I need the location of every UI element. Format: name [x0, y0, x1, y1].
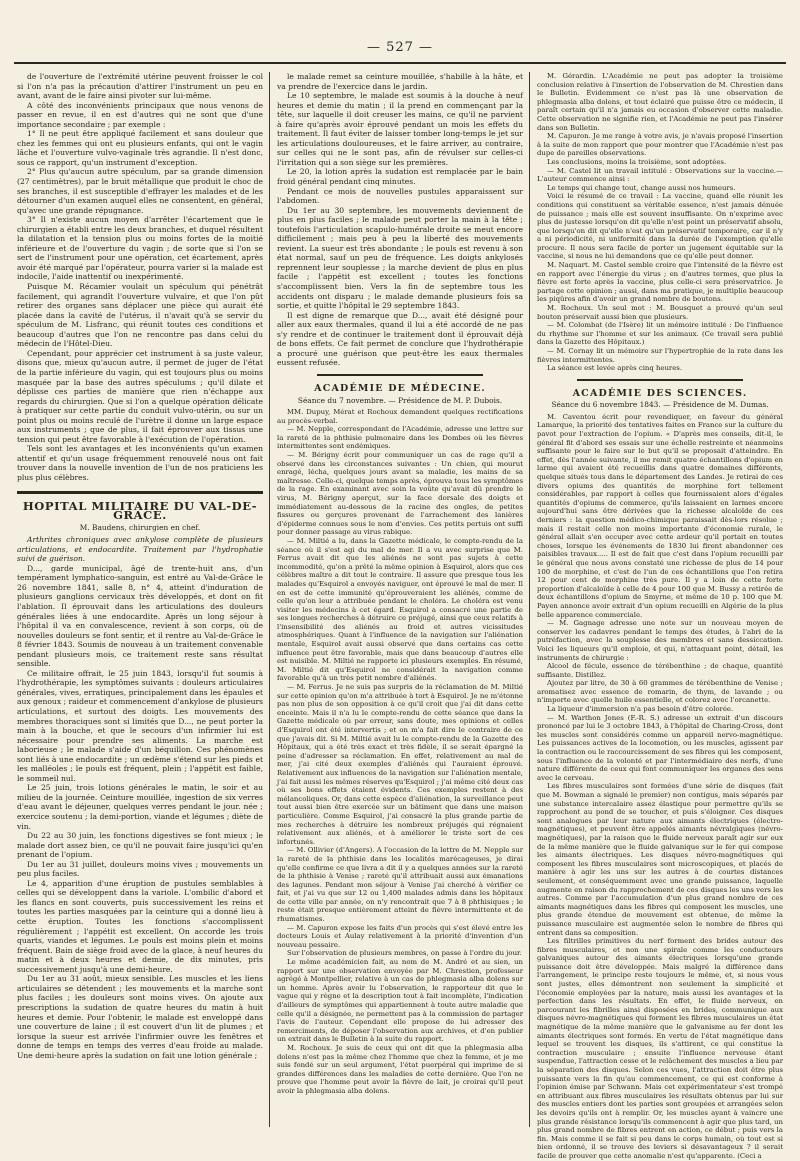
paragraph: M. Caventou écrit pour revendiquer, en faveur du général Lamarque, la priorité des tentatives faites en France sur la culture du pavot pour l'extraction de l'opium. « D'après mes conseils, dit-il, le général fit d'abord ses essais sur une échelle restreinte et néanmoins suffisante pour le faire sur le but qu'il se proposait d'atteindre. En effet, dès l'année suivante, il me remit quatre échantillons d'opium en larme qui avaient été recueillis dans quatre domaines différents, quelque situés tous dans le département des Landes. Je retirai de ces divers opiums des quantités de morphine fort tellement considérables, par rapport à celles que fournissaient alors d'égales quantités d'opiums de commerce, qu'ils laissaient en larmes encore aujourd'hui sans être dérivées que la richesse alcaloïde de ces derniers : la question médico-chimique paraissait dès-lors résolue ; mais il restait celle non moins importante d'économie rurale, le général allait s'en occuper avec cette ardeur qu'il portait en toutes choses, lorsque les événements de 1830 lui firent abandonner ces paisibles travaux..... Il est de fait que c'est dans l'opium recueilli par le général que nous avons constaté une richesse de plus de 14 pour 100 de morphine, et c'est de l'un de ces échantillons que l'on retira 12 pour cent de morphine très pure. Il y a loin de cette forte proportion d'alcaloïde à celle de 4 pour 100 que M. Bussy a retirée de deux échantillons d'opium de Smyrne, et même de 10 p. 100 que M. Payen annonce avoir extrait d'un opium recueilli en Algérie de la plus belle apparence commerciale. — [537, 412, 783, 619]
academy-medicine-title: ACADÉMIE DE MÉDECINE. — [314, 382, 486, 394]
column-divider — [529, 72, 530, 1127]
paragraph: — M. Colombat (de l'Isère) lit un mémoire intitulé : De l'influence du rhythme sur l'homme et sur les animaux. (Ce travail sera publié dans la Gazette des Hôpitaux.) — [537, 321, 783, 347]
paragraph: Sur l'observation de plusieurs membres, on passe à l'ordre du jour. — [287, 949, 522, 958]
paragraph: D..., garde municipal, âgé de trente-huit ans, d'un tempérament lymphatico-sanguin, est entré au Val-de-Grâce le 26 novembre 1841, salle 8, n° 4, atteint d'induration de plusieurs ganglions cervicaux très développés, et dont on fit l'ablation. Il éprouvait dans les articulations des douleurs générales liées à une endocardite. Après un long séjour à l'hôpital il va en convalescence, revient à son corps, où de nouvelles douleurs se font sentir, et il rentre au Val-de-Grâce le 8 février 1843. Soumis de nouveau à un traitement convenable pendant plusieurs mois, ce traitement reste sans résultat sensible. — [17, 563, 263, 669]
paragraph: MM. Dupuy, Mérat et Rochoux demandent quelques rectifications au procès-verbal. — [277, 408, 523, 425]
paragraph: Alcool de fécule, essence de térébenthine ; de chaque, quantité suffisante. Distillez. — [537, 662, 783, 679]
paragraph: — M. Ollivier (d'Angers). A l'occasion de la lettre de M. Nepple sur la rareté de la phthisie dans les localités marécageuses, je dirai qu'elle confirme ce que livra a dit il y a quelques années sur la rareté de la phthisie à Venise ; rareté qu'il attribuait aussi aux émanations des lagunes. Pendant mon séjour à Venise j'ai cherché à vérifier ce fait, et j'ai vu que sur 12 ou 1,400 malades admis dans les hôpitaux de cette ville par année, on n'y rencontrait que 7 à 8 phthisiques ; le reste était presque entièrement atteint de fièvre intermittente et de rhumatismes. — [277, 846, 523, 924]
paragraph: Du 1er au 31 août, mieux sensible. Les muscles et les liens articulaires se détendent ; les mouvements et la marche sont plus faciles ; les douleurs sont moins vives. On ajoute aux prescriptions la sudation de quatre heures du matin à huit heures et demie. Pour l'obtenir, le malade est enveloppé dans une couverture de laine ; il est couvert d'un lit de plumes ; et lorsque la sueur est arrivée l'infirmier ouvre les fenêtres et donne de temps en temps des verres d'eau froide au malade. Une demi-heure après la sudation on fait une lotion générale ; — [17, 974, 263, 1060]
paragraph: — M. Miltié a lu, dans la Gazette médicale, le compte-rendu de la séance où il s'est agi du mal de mer. Il a vu avec surprise que M. Ferrus avait dit que les aliénés ne sont pas sujets à cette incommodité, qu'on a prêté la même opinion à Esquirol, alors que ces célèbres maître a dit tout le contraire. Il assure que presque tous les malades qu'Esquirol a envoyés naviguer, ont éprouvé le mal de mer. Il en est de cette immunité qu'éprouveraient les aliénés, comme de celle qu'on leur a attribuée pendant le choléra. Le choléra est venu visiter les médecins à cet égard. Esquirol a consacré une partie de ses longues recherches à détruire ce préjugé, ainsi que ceux relatifs à l'insensibilité des aliénés au froid et autres vicissitudes atmosphériques. Quant à l'influence de la navigation sur l'aliénation mentale, Esquirol avait aussi observé que dans certains cas cette influence peut être favorable, mais que dans beaucoup d'autres elle est nuisible. M. Miltié ne rapporte ici plusieurs exemples. En résumé, M. Miltié dit qu'Esquirol ne considérait la navigation comme favorable qu'à un très petit nombre d'aliénés. — [277, 536, 523, 683]
header-rule — [14, 62, 786, 64]
paragraph: — M. Warthon Jones (F.-R. S.) adresse un extrait d'un discours prononcé par lui le 3 octobre 1843, à l'hôpital de Charing-Cross, dont les muscles sont considérés comme un appareil nervo-magnétique. Les puissances actives de la locomotion, ou les muscles, agissent par la contraction ou le raccourcissement de ses fibres qui les composent, sous l'influence de la volonté et par l'intermédiaire des nerfs, d'une nature différente de ceux qui font communiquer les organes des sens avec le cerveau. — [537, 713, 783, 782]
paragraph: — M. Castel lit un travail intitulé : Observations sur la vaccine.— L'auteur commence ainsi : — [537, 166, 783, 184]
section-rule — [317, 374, 483, 376]
paragraph: Du 1er au 31 juillet, douleurs moins vives ; mouvements un peu plus faciles. — [17, 859, 263, 879]
section-rule — [577, 379, 743, 381]
paragraph: Il est digne de remarque que D..., avait été désigné pour aller aux eaux thermales, quand il lui a été accordé de ne pas s'y rendre et de continuer le traitement dont il éprouvait déjà de bons effets. Ce fait permet de conclure que l'hydrothérapie a procuré une guérison que peut-être les eaux thermales eussent refusée. — [277, 310, 523, 368]
paragraph: le malade remet sa ceinture mouillée, s'habille à la hâte, et va prendre de l'exercice dans le jardin. — [277, 72, 523, 91]
paragraph: Tels sont les avantages et les inconvénients qu'un examen attentif et qu'un usage fréquemment renouvelé nous ont fait trouver dans la nouvelle invention de l'un de nos praticiens les plus plus célèbres. — [17, 444, 263, 482]
paragraph: — M. Capuron expose les faits d'un procès qui s'est élevé entre les docteurs Louis et Aulay relativement à la priorité d'invention d'un nouveau pessaire. — [277, 923, 523, 949]
paragraph: La liqueur d'immersion n'a pas besoin d'être colorée. — [547, 705, 734, 714]
paragraph: M. Naquart. M. Castel semble croire que l'intensité de la fièvre est en rapport avec l'énergie du virus ; en d'autres termes, que plus la fièvre est forte après la vaccine, plus celle-ci sera préservatrice. Je partage cette opinion ; aussi, dans ma pratique, je multiplie beaucoup les piqûres afin d'avoir un grand nombre de boutons. — [537, 261, 783, 304]
paragraph: — M. Ferrus. Je ne suis pas surpris de la réclamation de M. Miltié sur cette opinion qu'on m'a attribuée à tort à Esquirol. Je ne m'étonne pas non plus de son opposition à ce qu'il croit que j'ai dit dans cette enceinte. Mais il n'a lu le compte-rendu de cette séance que dans la Gazette médicale où par erreur, sans doute, mes opinions et celles d'Esquirol ont été intervertis ; et on m'a fait dire le contraire de ce que j'avais dit. Si M. Miltié avait lu le compte-rendu de la Gazette des Hôpitaux, qui a été très exact et très fidèle, il se serait épargné la peine d'adresser sa réclamation. En effet, relativement au mal de mer, j'ai cité deux exemples d'aliénés qui l'auraient éprouvé. Relativement aux influences de la navigation sur l'aliénation mentale, j'ai fait aussi les mêmes réserves qu'Esquirol ; j'ai même cité deux cas où ses bons effets étaient évidents. Ces exemples restent à des mélancoliques. Or, dans cette espèce d'aliénation, la surveillance peut tout aussi bien être exercée sur un bâtiment que dans une maison particulière. Comme Esquirol, j'ai consacré la plus grande partie de mes recherches à détruire les nombreux préjugés qui régnaient relativement aux aliénés, et à améliorer le triste sort de ces infortunés. — [277, 683, 523, 846]
academy-sciences-session: Séance du 6 novembre 1843. — Présidence de M. Dumas. — [551, 400, 769, 410]
column-divider — [269, 72, 270, 1127]
paragraph: M. Rochoux. Un seul mot : M. Bousquet a prouvé qu'un seul bouton préservait aussi bien que plusieurs. — [537, 304, 783, 321]
paragraph: Du 1er au 30 septembre, les mouvements deviennent de plus en plus faciles ; le malade peut porter la main à la tête ; toutefois l'articulation scapulo-humérale droite se meut encore difficilement ; mais peu à peu la liberté des mouvements revient. La sueur est très abondante ; le pouls est revenu à son état normal, sauf un peu de fréquence. Les doigts ankylosés reprennent leur souplesse ; la marche devient de plus en plus facile ; l'appétit est excellent ; toutes les fonctions s'accomplissent bien. Vers la fin de septembre tous les accidents ont disparu ; le malade demande plusieurs fois sa sortie, et quitte l'hôpital le 29 septembre 1843. — [277, 205, 523, 311]
paragraph: 1° Il ne peut être appliqué facilement et sans douleur que chez les femmes qui ont eu plusieurs enfants, qui ont le vagin lâche et l'ouverture vulvo-vaginale très agrandie. Il n'est donc, sous ce rapport, qu'un instrument d'exception. — [17, 129, 263, 167]
section-rule — [17, 491, 263, 494]
paragraph: Le temps qui change tout, change aussi nos humeurs. — [547, 183, 736, 192]
paragraph: Le 25 juin, trois lotions générales le matin, le soir et au milieu de la journée. Ceinture mouillée, ingestion de six verres d'eau avant le déjeuner, quelques verres pendant le jour. née ; exercice soutenu ; la demi-portion, viande et légumes ; diète de vin. — [17, 783, 263, 831]
paragraph: 2° Plus qu'aucun autre spéculum, par sa grande dimension (27 centimètres), par le bruit métallique que produit le choc de ses branches, il est susceptible d'effrayer les malades et de les détourner d'un examen auquel elles ne consentent, en général, qu'avec une grande répugnance. — [17, 167, 263, 215]
hospital-author: M. Baudens, chirurgien en chef. — [79, 522, 201, 532]
hospital-title: HOPITAL MILITAIRE DU VAL-DE-GRACE. — [22, 498, 258, 523]
paragraph: Le 10 septembre, le malade est soumis à la douche à neuf heures et demie du matin ; il la prend en commençant par la tête, sur laquelle il doit creuser les mains, ce qu'il ne parvient à faire qu'après avoir éprouvé pendant un mois les effets du traitement. Il faut éviter de laisser tomber long-temps le jet sur les articulations douloureuses, et le faire arriver, au contraire, sur celles qui ne le sont pas, afin de révulser sur celles-ci l'irritation qui a son siège sur les premières. — [277, 91, 523, 167]
column-left — [17, 72, 263, 1127]
paragraph: Le même académicien fait, au nom de M. André et au sien, un rapport sur une observation envoyée par M. Chrestien, professeur agrégé à Montpellier, relative à un cas de phlegmasia alba dolens sur un homme. Après avoir lu l'observation, le rapporteur dit que le vague qui y règne et la description tout à fait incomplète, l'indication d'ailleurs de symptômes qui appartiennent à toute autre maladie que celle qu'il a désignée, ne permettent pas à la commission de partager l'avis de l'auteur. Cependant elle propose de lui adresser des remerciments, de déposer l'observation aux archives, et d'en publier un extrait dans le Bulletin à la suite du rapport. — [277, 958, 523, 1044]
paragraph: La séance est levée après cinq heures. — [547, 364, 683, 373]
paragraph: — M. Gagnage adresse une note sur un nouveau moyen de conserver les cadavres pendant le temps des études, à l'abri de la putréfaction, avec la souplesse des membres et sans dessiccation. Voici les liqueurs qu'il emploie, et qui, n'attaquant point, détail, les instruments de chirurgie : — [537, 619, 783, 662]
paragraph: — M. Bérigny écrit pour communiquer un cas de rage qu'il a observé dans les circonstances suivantes : Un chien, qui mourut enragé, lécha, quelques jours avant sa maladie, les mains de sa maîtresse. Celle-ci, quelque temps après, éprouva tous les symptômes de la rage. En examinant avec soin la voûte qu'avait dû prendre le virus, M. Bérigny aperçut, sur la face dorsale des doigts et immédiatement au-dessous de la racine des ongles, de petites fissures ou gerçures provenant de l'arrachement des lanières d'épiderme connues sous le nom d'envies. Ces petits pertuis ont suffi pour donner passage au virus rabique. — [277, 451, 523, 537]
paragraph: Puisque M. Récamier voulait un spéculum qui pénétrât facilement, qui agrandît l'ouverture vulvaire, et que l'on pût retirer des organes sans déplacer une pièce qui aurait été placée dans la cavité de l'utérus, il n'avait qu'à se servir du spéculum de M. Lisfranc, qui réunit toutes ces conditions et beaucoup d'autres que l'on ne rencontre pas dans celui du médecin de l'Hôtel-Dieu. — [17, 282, 263, 349]
paragraph: A côté des inconvénients principaux que nous venons de passer en revue, il en est d'autres qui ne sont que d'une importance secondaire ; par exemple : — [17, 100, 263, 129]
paragraph: Les conclusions, moins la troisième, sont adoptées. — [547, 157, 727, 166]
hospital-subtitle: Arthrites chroniques avec ankylose complète de plusieurs articulations, et endocardite. Traitement par l'hydrophatie suivi de guérison. — [17, 535, 263, 564]
paragraph: Ajoutez par litre, de 30 à 60 grammes de térébenthine de Venise ; aromatisez avec essence de romarin, de thym, de lavande ; ou n'importe avec quelle huile essentielle, et colorez avec l'orcanette. — [537, 679, 783, 705]
column-right — [537, 72, 783, 1160]
academy-sciences-title: ACADÉMIE DES SCIENCES. — [572, 387, 748, 399]
paragraph: Le 4, apparition d'une éruption de pustules semblables à celles qui se développent dans la variole. L'ombilic d'abord et les flancs en sont couverts, puis successivement les reins et toutes les parties masquées par la ceinture qui a donné lieu à cette éruption. Toutes les fonctions s'accomplissent régulièrement ; l'appétit est excellent. On accorde les trois quarts, viandes et légumes. Le pouls est moins plein et moins fréquent. Bain de siège froid avec de la glace, à neuf heures du matin et à deux heures et demie, de dix minutes, pris successivement jusqu'à une demi-heure. — [17, 878, 263, 974]
paragraph: de l'ouverture de l'extrémité utérine peuvent froisser le col si l'on n'a pas la précaution d'attirer l'instrument un peu en avant, avant de le faire ainsi pivoter sur lui-même. — [17, 72, 263, 101]
paragraph: M. Gérardin. L'Académie ne peut pas adopter la troisième conclusion relative à l'insertion de l'observation de M. Chrestien dans le Bulletin. Évidemment ce n'est pas là une observation de phlegmasia alba dolens, et tout éclairé que puisse être ce médecin, il paraît certain qu'il n'a jamais eu occasion d'observer cette maladie. Cette observation ne signifie rien, et l'Académie ne peut pas l'insérer dans son Bulletin. — [537, 72, 783, 132]
paragraph: 3° Il n'existe aucun moyen d'arrêter l'écartement que le chirurgien a établi entre les deux branches, et duquel résultent la dilatation et la tension plus ou moins fortes de la moitié inférieure et de l'ouverture du vagin ; de sorte que si l'on se sert de l'instrument pour une opération, cet écartement, après avoir été marqué par l'opérateur, pourra varier si la malade est indocile, l'aide inattentif ou inexpérimenté. — [17, 215, 263, 282]
paragraph: M. Rochoux. Je suis de ceux qui ont dit que la phlegmasia alba dolens n'est pas la même chez l'homme que chez la femme, et je me suis fondé sur un seul argument, l'état puerpéral qui imprime de si grandes différences dans les maladies de cette dernière. Que l'on ne prouve que l'homme peut avoir la fièvre de lait, je croirai qu'il peut avoir la phlegmasia alba dolens. — [277, 1043, 523, 1095]
academy-medicine-session: Séance du 7 novembre. — Présidence de M. P. Dubois. — [297, 395, 503, 405]
paragraph: Du 22 au 30 juin, les fonctions digestives se font mieux ; le malade dort assez bien, ce qu'il ne pouvait faire jusqu'ici qu'en prenant de l'opium. — [17, 831, 263, 860]
column-middle — [277, 72, 523, 1127]
paragraph: Le 20, la lotion après la sudation est remplacée par le bain froid général pendant cinq minutes. — [277, 167, 523, 187]
paragraph: M. Capuron. Je me range à votre avis, je n'avais proposé l'insertion à la suite de mon rapport que pour montrer que l'Académie n'est pas dupe de pareilles observations. — [537, 132, 783, 158]
paragraph: Ce militaire offrait, le 25 juin 1843, lorsqu'il fut soumis à l'hydrothérapie, les symptômes suivants : douleurs articulaires générales, vives, erratiques, principalement dans les épaules et aux genoux ; raideur et commencement d'ankylose de plusieurs articulations, et surtout des doigts. Les mouvements des membres thoraciques sont si limités que D..., ne peut porter la main à la bouche, et que le secours d'un infirmier lui est nécessaire pour prendre ses aliments. La marche est laborieuse ; le malade s'aide d'un béquillon. Ces phénomènes sont liés à une endocardite ; un œdème s'étend sur les pieds et les malléoles ; le pouls est fréquent, plein ; l'appétit est faible, le sommeil nul. — [17, 668, 263, 783]
paragraph: Voici le résumé de ce travail : La vaccine, quand elle réunit les conditions qui constituent sa véritable essence, n'est jamais dénuée de puissance ; mais elle est souvent insuffisante. On n'exprime avec plus de justesse lorsqu'on dit qu'elle n'est point un préservatif absolu, que lorsqu'on dit qu'elle n'est qu'un préservatif temporaire, car il n'y a ni périodicité, ni uniformité dans la durée de l'exemption qu'elle procure. Il nous sera facile de porter un jugement équitable sur la vaccine, si nous ne lui demandons que ce qu'elle peut donner. — [537, 192, 783, 261]
page-number: — 527 — — [366, 40, 434, 55]
paragraph: Les fibres musculaires sont formées d'une série de disques (fait que M. Bowman a signalé le premier) non contigus, mais séparés par une substance intercalaire assez élastique pour permettre qu'ils se rapprochent au pond de se toucher, et puis s'éloigner. Ces disques sont analogues par leur nature aux aimants électriques (électro-magnétiques), et peuvent être appelés aimants névralgiques (névro-magnétiques), par la raison que le fluide nerveux paraît agir sur eux de la même manière que le fluide galvanique sur le fer qui compose les aimants électriques. Les disques névro-magnétiques qui composent les fibres musculaires sont microscopiques, et placés de manière à agir les uns sur les autres à de courtes distances seulement, et conséquemment avec une grande puissance, laquelle augmente en raison du rapprochement de ces disques les uns vers les autres. Comme par l'accumulation d'un plus grand nombre de ces aimants magnétiques dans les fibres qui composent les muscles, une plus grande étendue de mouvement est obtenue, de même la puissance musculaire est augmentée selon le nombre de fibres qui entrent dans sa composition. — [537, 782, 783, 937]
paragraph: Pendant ce mois de nouvelles pustules apparaissent sur l'abdomen. — [277, 186, 523, 206]
paragraph: — M. Nepple, correspondant de l'Académie, adresse une lettre sur la rareté de la phthisie pulmonaire dans les Dombes où les fièvres intermittentes sont endémiques. — [277, 425, 523, 451]
paragraph: Cependant, pour apprécier cet instrument à sa juste valeur, disons que, mieux qu'aucun autre, il permet de juger de l'état de la partie inférieure du vagin, qui est toujours plus ou moins masquée par la base des autres spéculums ; qu'il dilate et déplisse ces parties de manière que rien n'échappe aux regards du chirurgien. Que si l'on a quelque opération délicate à pratiquer sur cette partie du conduit vulvo-utérin, ou sur un point plus ou moins reculé de l'urètre il donne un large espace aux instruments ; que de plus, il fait éprouver aux tissus une tension qui peut être favorable à l'exécution de l'opération. — [17, 348, 263, 444]
paragraph: Les filtrilles primitives du nerf forment des brides autour des fibres musculaires, et non une spirale comme les conducteurs galvaniques autour des aimants électriques lorsqu'une grande puissance doit être développée. Mais malgré la différence dans l'arrangement, le principe reste toujours le même, et, si nous vous sont justes, elles démontrent non seulement la simplicité et l'économie employées par la nature, mais aussi les avantages et la perfection dans les résultats. En effet, le fluide nerveux, en parcourant les fibrilles ainsi disposées en brides, communique aux disques névro-magnétiques qui forment les fibres musculaires un état magnétique de la même manière que le galvanisme au fer dont les aimants électriques sont formés. En vertu de l'état magnétique dans lequel se trouvent les disques, ils s'attirent, ce qui constitue la contraction musculaire ; ensuite l'influence nerveuse étant suspendue, l'attraction cesse et le relâchement des muscles a lieu par la séparation des disques. Selon ces vues, l'attraction doit être plus puissante vers la fin qu'au commencement, ce qui est conforme à l'opinion émise par Schwann. Mais cet expérimentateur s'est trompé en attribuant aux fibres musculaires les résultats obtenus par lui sur des muscles entiers dont les parties sont groupées et arrangées selon les devoirs qu'ils ont à remplir. Or, les muscles ayant à vaincre une plus grande résistance lorsqu'ils commencent à agir que plus tard, un plus grand nombre de fibres entrent en action, ce début ; puis vers la fin. Mais comme il se fait si peu dans le corps humain, où tout est si bien ordonné, il se trouve des leviers si désavantageux ? il serait facile de prouver que cette anomalie n'est qu'apparente. (Ceci a — [537, 937, 783, 1160]
paragraph: — M. Cornay lit un mémoire sur l'hypertrophie de la rate dans les fièvres intermittentes. — [537, 347, 783, 364]
